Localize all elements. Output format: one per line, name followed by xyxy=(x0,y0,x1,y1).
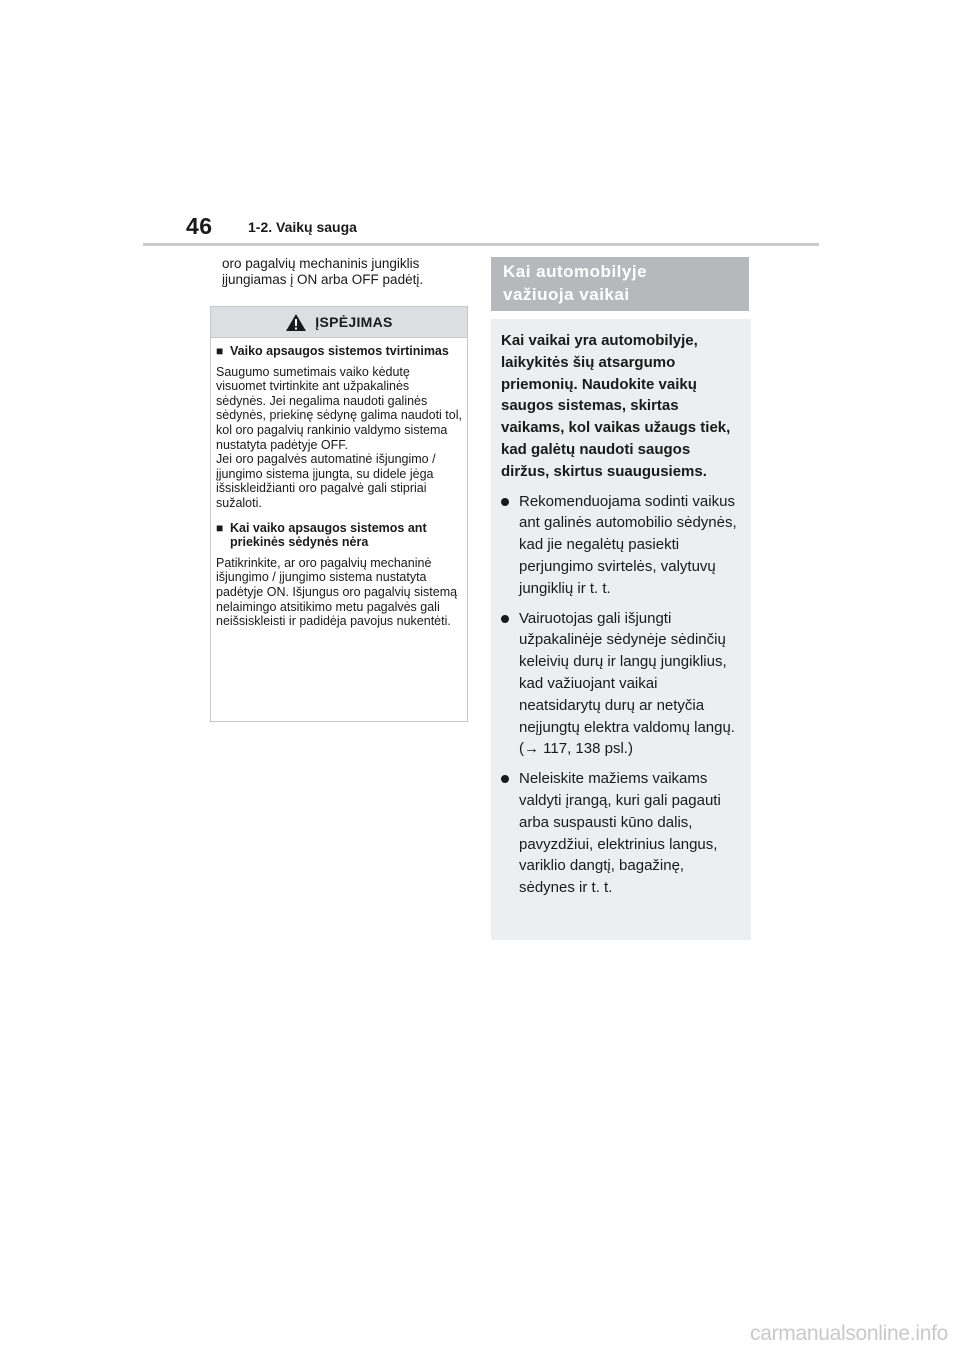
warning-triangle-icon xyxy=(285,313,307,332)
tip-lead: Kai vaikai yra automobilyje, laikykitės šių atsargumo priemonių. Naudokite vaikų saugos sistemas, skirtas vaikams, kol vaikas užaugs tiek, kad galėtų naudoti saugos diržus, skirtus suaugusiems. xyxy=(501,332,731,480)
tip-bullet-text: Neleiskite mažiems vaikams valdyti įrangą, kuri gali pagauti arba suspausti kūno dalis, pavyzdžiui, elektrinius langus, variklio dangtį, bagažinę, sėdynes ir t. t. xyxy=(519,770,721,897)
warning-paragraph-1-text: Saugumo sumetimais vaiko kėdutę visuomet tvirtinkite ant užpakalinės sėdynės. Jei negalima naudoti galinės sėdynės, priekinę sėdynę galima naudoti tol, kol oro pagalvių rankinio valdymo sistema nustatyta padėtyje OFF. xyxy=(216,364,462,452)
warning-paragraph-1-text-2: Jei oro pagalvės automatinė išjungimo / įjungimo sistema įjungta, su didele jėga išsiskleidžianti oro pagalvė gali stipriai sužaloti. xyxy=(216,452,436,510)
tip-title-line-2: važiuoja vaikai xyxy=(503,285,630,304)
tip-bullet xyxy=(501,608,741,761)
square-bullet-icon: ■ xyxy=(216,520,224,535)
warning-box xyxy=(210,306,468,722)
watermark: carmanualsonline.info xyxy=(750,1322,948,1345)
tip-title-line-1: Kai automobilyje xyxy=(503,262,648,281)
tip-banner xyxy=(491,257,749,311)
warning-header xyxy=(211,307,467,338)
tip-bullet-text: Rekomenduojama sodinti vaikus ant galinės automobilio sėdynės, kad jie negalėtų pasiekti perjungimo svirtelės, valytuvų jungiklių ir t. t. xyxy=(519,492,737,597)
intro-line-1: oro pagalvių mechaninis jungiklis xyxy=(222,256,420,271)
tip-box xyxy=(491,319,751,940)
round-bullet-icon xyxy=(501,768,519,899)
page-number: 46 xyxy=(186,213,213,239)
warning-subheading-2-text: Kai vaiko apsaugos sistemos ant priekinės sėdynės nėra xyxy=(230,520,427,550)
tip-bullet-text: Vairuotojas gali išjungti užpakalinėje sėdynėje sėdinčių keleivių durų ir langų jungiklius, kad važiuojant vaikai neatsidarytų durų ar netyčia neįjungtų elektra valdomų langų. (→ 117, 138 psl.) xyxy=(519,609,735,758)
intro-text xyxy=(222,256,472,288)
warning-paragraph-2: Patikrinkite, ar oro pagalvių mechaninė išjungimo / įjungimo sistema nustatyta padėtyje ON. Išjungus oro pagalvių sistemą nelaimingo atsitikimo metu pagalvės gali neišsiskleisti ir padidėja pavojus nukentėti. xyxy=(216,555,458,629)
round-bullet-icon xyxy=(501,491,519,600)
square-bullet-icon: ■ xyxy=(216,344,224,358)
round-bullet-icon xyxy=(501,608,519,761)
warning-body xyxy=(211,338,467,629)
warning-subheading-2 xyxy=(216,521,462,550)
warning-title: ĮSPĖJIMAS xyxy=(315,314,393,330)
intro-line-2: įjungiamas į ON arba OFF padėtį. xyxy=(222,272,424,287)
section-title: 1-2. Vaikų sauga xyxy=(248,219,357,235)
tip-bullet xyxy=(501,491,741,600)
warning-paragraph-1 xyxy=(216,365,462,511)
tip-bullet xyxy=(501,768,741,899)
header-rule xyxy=(143,243,819,246)
warning-subheading-1 xyxy=(216,344,462,359)
warning-subheading-1-text: Vaiko apsaugos sistemos tvirtinimas xyxy=(230,344,449,358)
